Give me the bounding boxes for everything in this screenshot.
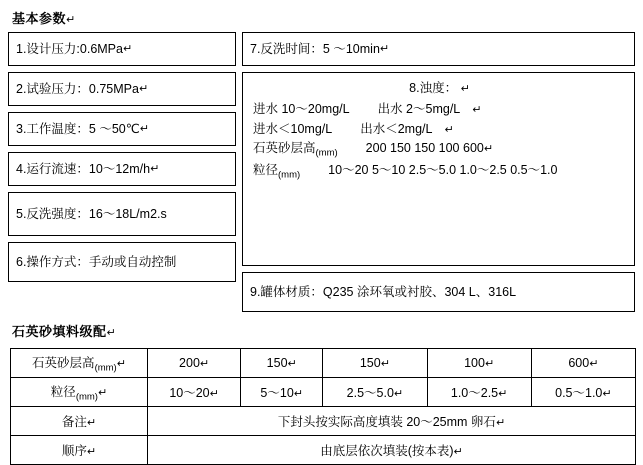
pilcrow-mark: ↵ <box>150 162 160 175</box>
cell-sand-height-5 <box>531 349 635 378</box>
row-header-sand-height-label: 石英砂层高 <box>32 355 95 370</box>
parameters-left-column <box>8 32 236 312</box>
pilcrow-mark: ↵ <box>116 357 126 370</box>
param-backwash-time-text: 7.反洗时间：5 ～10min <box>250 41 380 56</box>
pilcrow-mark: ↵ <box>460 83 470 95</box>
pilcrow-mark: ↵ <box>209 388 219 400</box>
turbidity-outlet-1: 出水 2～5mg/L <box>377 102 461 117</box>
cell-order-value <box>148 436 636 465</box>
pilcrow-mark: ↵ <box>86 446 97 458</box>
param-flow-velocity-text: 4.运行流速：10～12m/h <box>16 161 151 176</box>
turbidity-sand-height-unit: (mm) <box>315 147 338 159</box>
cell-text: 150 <box>359 356 381 370</box>
pilcrow-mark: ↵ <box>498 388 508 400</box>
cell-text: 下封头按实际高度填装 20～25mm 卵石 <box>277 415 496 429</box>
turbidity-row-2 <box>253 120 626 139</box>
section-title-basic-parameters <box>12 8 635 27</box>
pilcrow-mark: ↵ <box>66 14 76 26</box>
turbidity-inlet-2: 进水＜10mg/L <box>253 121 333 136</box>
param-design-pressure <box>8 32 236 66</box>
turbidity-title-row <box>253 79 626 98</box>
pilcrow-mark: ↵ <box>483 143 494 156</box>
cell-grain-size-4 <box>427 378 531 407</box>
cell-text: 由底层依次填装(按本表) <box>320 444 454 458</box>
pilcrow-mark: ↵ <box>484 358 495 370</box>
param-backwash-time <box>242 32 635 66</box>
row-header-order <box>11 436 148 465</box>
turbidity-inlet-1: 进水 10～20mg/L <box>253 102 350 117</box>
cell-grain-size-1 <box>148 378 241 407</box>
cell-text: 2.5～5.0 <box>346 386 394 400</box>
cell-text: 200 <box>179 356 200 370</box>
parameters-right-column <box>242 32 635 312</box>
turbidity-sand-height-label: 石英砂层高 <box>253 141 316 156</box>
pilcrow-mark: ↵ <box>86 417 97 429</box>
row-header-grain-size-unit: (mm) <box>75 391 98 403</box>
param-operation-mode <box>8 242 236 282</box>
cell-text: 0.5～1.0 <box>555 386 603 400</box>
param-tank-material-text: 9.罐体材质：Q235 涂环氧或衬胶、304 L、316L <box>250 284 517 299</box>
turbidity-row-1 <box>253 100 626 119</box>
param-flow-velocity <box>8 152 236 186</box>
pilcrow-mark: ↵ <box>287 358 297 370</box>
cell-sand-height-2 <box>241 349 323 378</box>
pilcrow-mark: ↵ <box>444 123 454 136</box>
cell-text: 1.0～2.5 <box>450 386 499 400</box>
pilcrow-mark: ↵ <box>380 358 390 370</box>
cell-grain-size-3 <box>323 378 427 407</box>
param-test-pressure-text: 2.试验压力：0.75MPa <box>16 81 139 96</box>
sand-grading-table <box>10 348 636 465</box>
turbidity-grain-size-row <box>253 161 626 183</box>
sand-grading-table-wrapper <box>8 348 635 465</box>
cell-remark-value <box>148 407 636 436</box>
turbidity-grain-size-unit: (mm) <box>278 169 301 181</box>
turbidity-grain-size-values: 10～20 5～10 2.5～5.0 1.0～2.5 0.5～1.0 <box>328 163 558 178</box>
pilcrow-mark: ↵ <box>122 42 133 55</box>
table-row <box>11 436 636 465</box>
pilcrow-mark: ↵ <box>199 358 210 370</box>
pilcrow-mark: ↵ <box>139 122 150 135</box>
turbidity-sand-height-values: 200 150 150 100 600 <box>365 141 484 156</box>
param-backwash-intensity <box>8 192 236 236</box>
param-operation-mode-text: 6.操作方式：手动或自动控制 <box>16 254 177 269</box>
section-title-sand-grading <box>12 321 635 340</box>
row-header-sand-height <box>11 349 148 378</box>
pilcrow-mark: ↵ <box>589 358 599 370</box>
pilcrow-mark: ↵ <box>472 104 482 117</box>
param-tank-material <box>242 272 635 312</box>
param-design-pressure-text: 1.设计压力:0.6MPa <box>16 41 123 56</box>
cell-sand-height-4 <box>427 349 531 378</box>
section-title-sand-grading-text: 石英砂填料级配 <box>12 324 107 339</box>
cell-text: 10～20 <box>169 386 210 400</box>
cell-text: 5～10 <box>260 386 294 400</box>
cell-sand-height-3 <box>323 349 427 378</box>
pilcrow-mark: ↵ <box>602 388 612 400</box>
section-title-basic-parameters-text: 基本参数 <box>12 11 67 26</box>
param-backwash-intensity-text: 5.反洗强度：16～18L/m2.s <box>16 206 167 221</box>
table-row <box>11 407 636 436</box>
param-test-pressure <box>8 72 236 106</box>
pilcrow-mark: ↵ <box>453 446 463 458</box>
param-working-temperature <box>8 112 236 146</box>
cell-text: 100 <box>464 356 485 370</box>
cell-sand-height-1 <box>148 349 241 378</box>
pilcrow-mark: ↵ <box>97 386 108 399</box>
cell-grain-size-5 <box>531 378 635 407</box>
turbidity-sand-height-row <box>253 139 626 161</box>
cell-text: 150 <box>266 356 288 370</box>
row-header-grain-size <box>11 378 148 407</box>
row-header-order-label: 顺序 <box>61 444 87 458</box>
turbidity-grain-size-label: 粒径 <box>253 163 279 178</box>
turbidity-outlet-2: 出水＜2mg/L <box>360 121 433 136</box>
pilcrow-mark: ↵ <box>379 42 390 55</box>
pilcrow-mark: ↵ <box>495 417 506 429</box>
turbidity-title: 8.浊度： <box>409 81 458 95</box>
cell-grain-size-2 <box>241 378 323 407</box>
row-header-sand-height-unit: (mm) <box>94 362 117 374</box>
pilcrow-mark: ↵ <box>138 82 149 95</box>
pilcrow-mark: ↵ <box>106 327 117 339</box>
row-header-remark-label: 备注 <box>61 415 87 429</box>
parameters-grid <box>8 32 635 312</box>
row-header-remark <box>11 407 148 436</box>
param-working-temperature-text: 3.工作温度：5 ～50℃ <box>16 121 140 136</box>
cell-text: 600 <box>568 356 590 370</box>
row-header-grain-size-label: 粒径 <box>50 384 76 399</box>
pilcrow-mark: ↵ <box>293 388 303 400</box>
param-turbidity-block <box>242 72 635 266</box>
table-row <box>11 349 636 378</box>
table-row <box>11 378 636 407</box>
pilcrow-mark: ↵ <box>393 388 404 400</box>
